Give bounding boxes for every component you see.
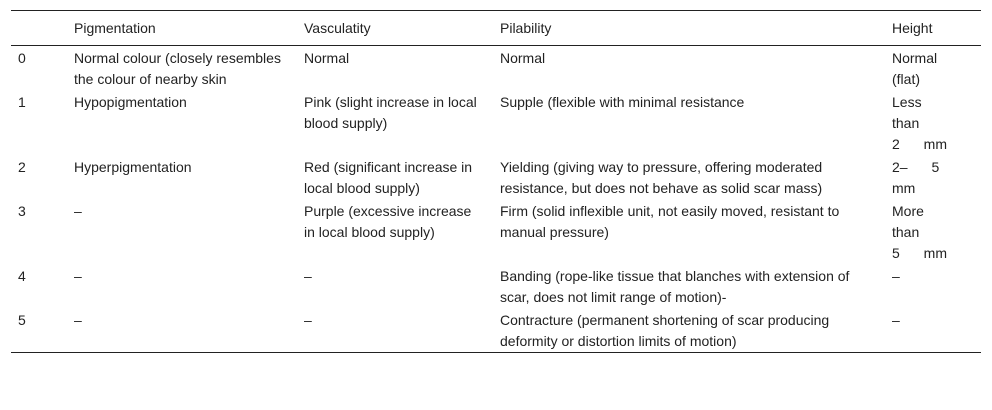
score-cell: 5 bbox=[18, 312, 26, 328]
pigmentation-cell: – bbox=[74, 312, 82, 328]
height-cell: – bbox=[892, 312, 900, 328]
height-cell: More than 5 mm bbox=[892, 203, 947, 261]
score-cell: 0 bbox=[18, 50, 26, 66]
pigmentation-cell: – bbox=[74, 203, 82, 219]
score-cell: 1 bbox=[18, 94, 26, 110]
vascularity-cell: – bbox=[304, 268, 312, 284]
score-cell: 3 bbox=[18, 203, 26, 219]
score-cell: 4 bbox=[18, 268, 26, 284]
header-pliability: Pilability bbox=[500, 19, 552, 36]
table-row bbox=[11, 199, 981, 264]
scar-scale-table bbox=[11, 10, 981, 353]
table-row bbox=[11, 46, 981, 90]
header-vascularity: Vasculatity bbox=[304, 19, 371, 36]
vascularity-cell: Purple (excessive increase in local blood supply) bbox=[304, 203, 472, 240]
pigmentation-cell: Normal colour (closely resembles the colour of nearby skin bbox=[74, 50, 281, 87]
table-row bbox=[11, 90, 981, 155]
height-cell: – bbox=[892, 268, 900, 284]
pigmentation-cell: Hypopigmentation bbox=[74, 94, 187, 110]
pliability-cell: Yielding (giving way to pressure, offering moderated resistance, but does not behave as solid scar mass) bbox=[500, 159, 823, 196]
height-cell: Normal (flat) bbox=[892, 50, 938, 87]
vascularity-cell: Pink (slight increase in local blood supply) bbox=[304, 94, 477, 131]
vascularity-cell: – bbox=[304, 312, 312, 328]
pigmentation-cell: – bbox=[74, 268, 82, 284]
pigmentation-cell: Hyperpigmentation bbox=[74, 159, 192, 175]
pliability-cell: Firm (solid inflexible unit, not easily moved, resistant to manual pressure) bbox=[500, 203, 840, 240]
pliability-cell: Normal bbox=[500, 50, 546, 66]
pliability-cell: Banding (rope-like tissue that blanches with extension of scar, does not limit range of motion)- bbox=[500, 268, 850, 305]
vascularity-cell: Red (significant increase in local blood supply) bbox=[304, 159, 473, 196]
vascularity-cell: Normal bbox=[304, 50, 350, 66]
table-row bbox=[11, 308, 981, 352]
score-cell: 2 bbox=[18, 159, 26, 175]
header-pigmentation: Pigmentation bbox=[74, 19, 156, 36]
table-row bbox=[11, 155, 981, 199]
pliability-cell: Contracture (permanent shortening of scar producing deformity or distortion limits of motion) bbox=[500, 312, 830, 349]
pliability-cell: Supple (flexible with minimal resistance bbox=[500, 94, 745, 110]
height-cell: 2– 5 mm bbox=[892, 159, 940, 196]
header-height: Height bbox=[892, 19, 933, 36]
height-cell: Less than 2 mm bbox=[892, 94, 947, 152]
table-header-row bbox=[11, 11, 981, 46]
table-row bbox=[11, 264, 981, 308]
